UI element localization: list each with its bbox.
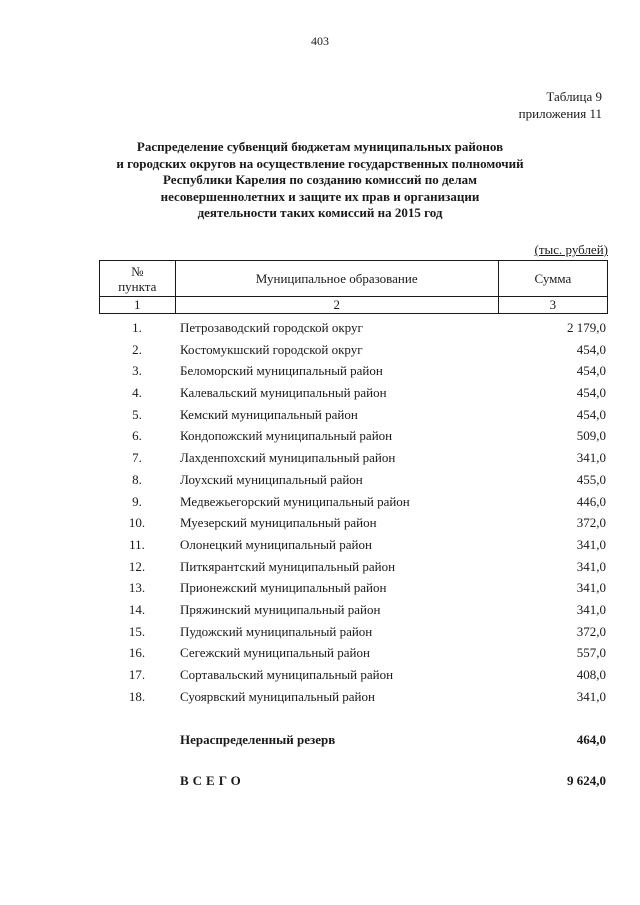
- row-name: Медвежьегорский муниципальный район: [180, 493, 410, 509]
- units-text: (тыс. рублей): [534, 242, 608, 257]
- row-name: Беломорский муниципальный район: [180, 363, 383, 379]
- table-row: [99, 425, 608, 447]
- header-num-cell: [100, 261, 176, 297]
- table-body: [99, 317, 608, 707]
- table-row: [99, 512, 608, 534]
- total-label: ВСЕГО: [180, 773, 245, 788]
- row-number: 12.: [128, 558, 146, 574]
- reserve-row: [99, 730, 608, 750]
- row-number: 8.: [132, 471, 142, 487]
- table-row: [99, 317, 608, 339]
- row-sum: 341,0: [576, 601, 606, 617]
- title-line: несовершеннолетних и защите их прав и организации: [160, 188, 480, 204]
- total-sum: 9 624,0: [567, 773, 606, 788]
- row-number: 13.: [128, 580, 146, 596]
- row-sum: 341,0: [576, 558, 606, 574]
- row-sum: 372,0: [576, 623, 606, 639]
- table-row: [99, 599, 608, 621]
- table-row: [99, 469, 608, 491]
- table-row: [99, 339, 608, 361]
- document-title: [80, 139, 560, 222]
- row-name: Кондопожский муниципальный район: [180, 428, 393, 444]
- units-note: [534, 242, 608, 258]
- header-row: [100, 261, 608, 297]
- header-num-line: №: [131, 263, 144, 279]
- table-reference-line: Таблица 9: [546, 89, 602, 104]
- row-number: 10.: [128, 515, 146, 531]
- row-sum: 408,0: [576, 667, 606, 682]
- total-row: [99, 771, 608, 791]
- header-name-cell: Муниципальное образование: [175, 261, 498, 297]
- row-sum: 454,0: [576, 341, 606, 357]
- title-line: деятельности таких комиссий на 2015 год: [197, 205, 443, 220]
- row-name: Сортавальский муниципальный район: [180, 667, 394, 682]
- row-name: Костомукшский городской округ: [180, 341, 363, 357]
- row-name: Лахденпохский муниципальный район: [180, 450, 396, 466]
- row-name: Муезерский муниципальный район: [180, 515, 377, 531]
- table-header: [99, 260, 608, 314]
- table-row: [99, 447, 608, 469]
- row-number: 9.: [132, 493, 142, 509]
- table-row: [99, 491, 608, 513]
- row-name: Петрозаводский городской округ: [180, 320, 363, 335]
- row-name: Пудожский муниципальный район: [180, 623, 373, 639]
- reserve-sum: 464,0: [576, 732, 606, 747]
- table-row: [99, 534, 608, 556]
- column-number-row: [100, 297, 608, 314]
- table-row: [99, 577, 608, 599]
- page-number: 403: [311, 34, 329, 48]
- table-reference: [519, 88, 602, 122]
- table-row: [99, 382, 608, 404]
- row-name: Питкярантский муниципальный район: [180, 558, 396, 574]
- row-number: 1.: [132, 320, 142, 335]
- table-reference-line: приложения 11: [518, 106, 602, 121]
- row-number: 6.: [132, 428, 142, 444]
- column-number-cell: 1: [100, 297, 176, 314]
- row-number: 7.: [132, 450, 142, 466]
- header-sum-cell: Сумма: [498, 261, 607, 297]
- table-row: [99, 664, 608, 686]
- row-number: 2.: [132, 341, 142, 357]
- title-line: Республики Карелия по созданию комиссий по делам: [163, 172, 477, 187]
- row-name: Лоухский муниципальный район: [180, 471, 363, 487]
- row-sum: 341,0: [576, 580, 606, 596]
- row-name: Кемский муниципальный район: [180, 406, 358, 422]
- table-row: [99, 686, 608, 708]
- table-row: [99, 360, 608, 382]
- row-sum: 454,0: [576, 385, 606, 401]
- column-number-cell: 3: [498, 297, 607, 314]
- row-number: 16.: [128, 645, 146, 661]
- row-number: 5.: [132, 406, 142, 422]
- row-sum: 557,0: [576, 645, 606, 661]
- row-name: Прионежский муниципальный район: [180, 580, 387, 596]
- row-name: Олонецкий муниципальный район: [180, 536, 372, 552]
- table-row: [99, 404, 608, 426]
- row-name: Сегежский муниципальный район: [180, 645, 370, 661]
- row-sum: 455,0: [576, 471, 606, 487]
- row-sum: 341,0: [576, 450, 606, 466]
- row-number: 3.: [132, 363, 142, 379]
- row-sum: 454,0: [576, 406, 606, 422]
- table-row: [99, 642, 608, 664]
- title-line: Распределение субвенций бюджетам муниципальных районов: [136, 139, 504, 154]
- row-number: 14.: [128, 601, 146, 617]
- reserve-label: Нераспределенный резерв: [180, 732, 336, 747]
- header-num-line: пункта: [118, 278, 157, 294]
- row-sum: 446,0: [576, 493, 606, 509]
- row-name: Калевальский муниципальный район: [180, 385, 387, 401]
- row-number: 17.: [128, 667, 146, 682]
- row-sum: 509,0: [576, 428, 606, 444]
- row-sum: 341,0: [576, 536, 606, 552]
- row-number: 4.: [132, 385, 142, 401]
- row-number: 18.: [128, 688, 146, 704]
- row-number: 11.: [129, 536, 145, 552]
- row-number: 15.: [128, 623, 146, 639]
- row-sum: 2 179,0: [567, 320, 606, 335]
- title-line: и городских округов на осуществление государственных полномочий: [116, 155, 524, 171]
- column-number-cell: 2: [175, 297, 498, 314]
- row-sum: 341,0: [576, 688, 606, 704]
- table-row: [99, 556, 608, 578]
- row-sum: 372,0: [576, 515, 606, 531]
- table-row: [99, 621, 608, 643]
- row-name: Суоярвский муниципальный район: [180, 688, 375, 704]
- row-sum: 454,0: [576, 363, 606, 379]
- row-name: Пряжинский муниципальный район: [180, 601, 381, 617]
